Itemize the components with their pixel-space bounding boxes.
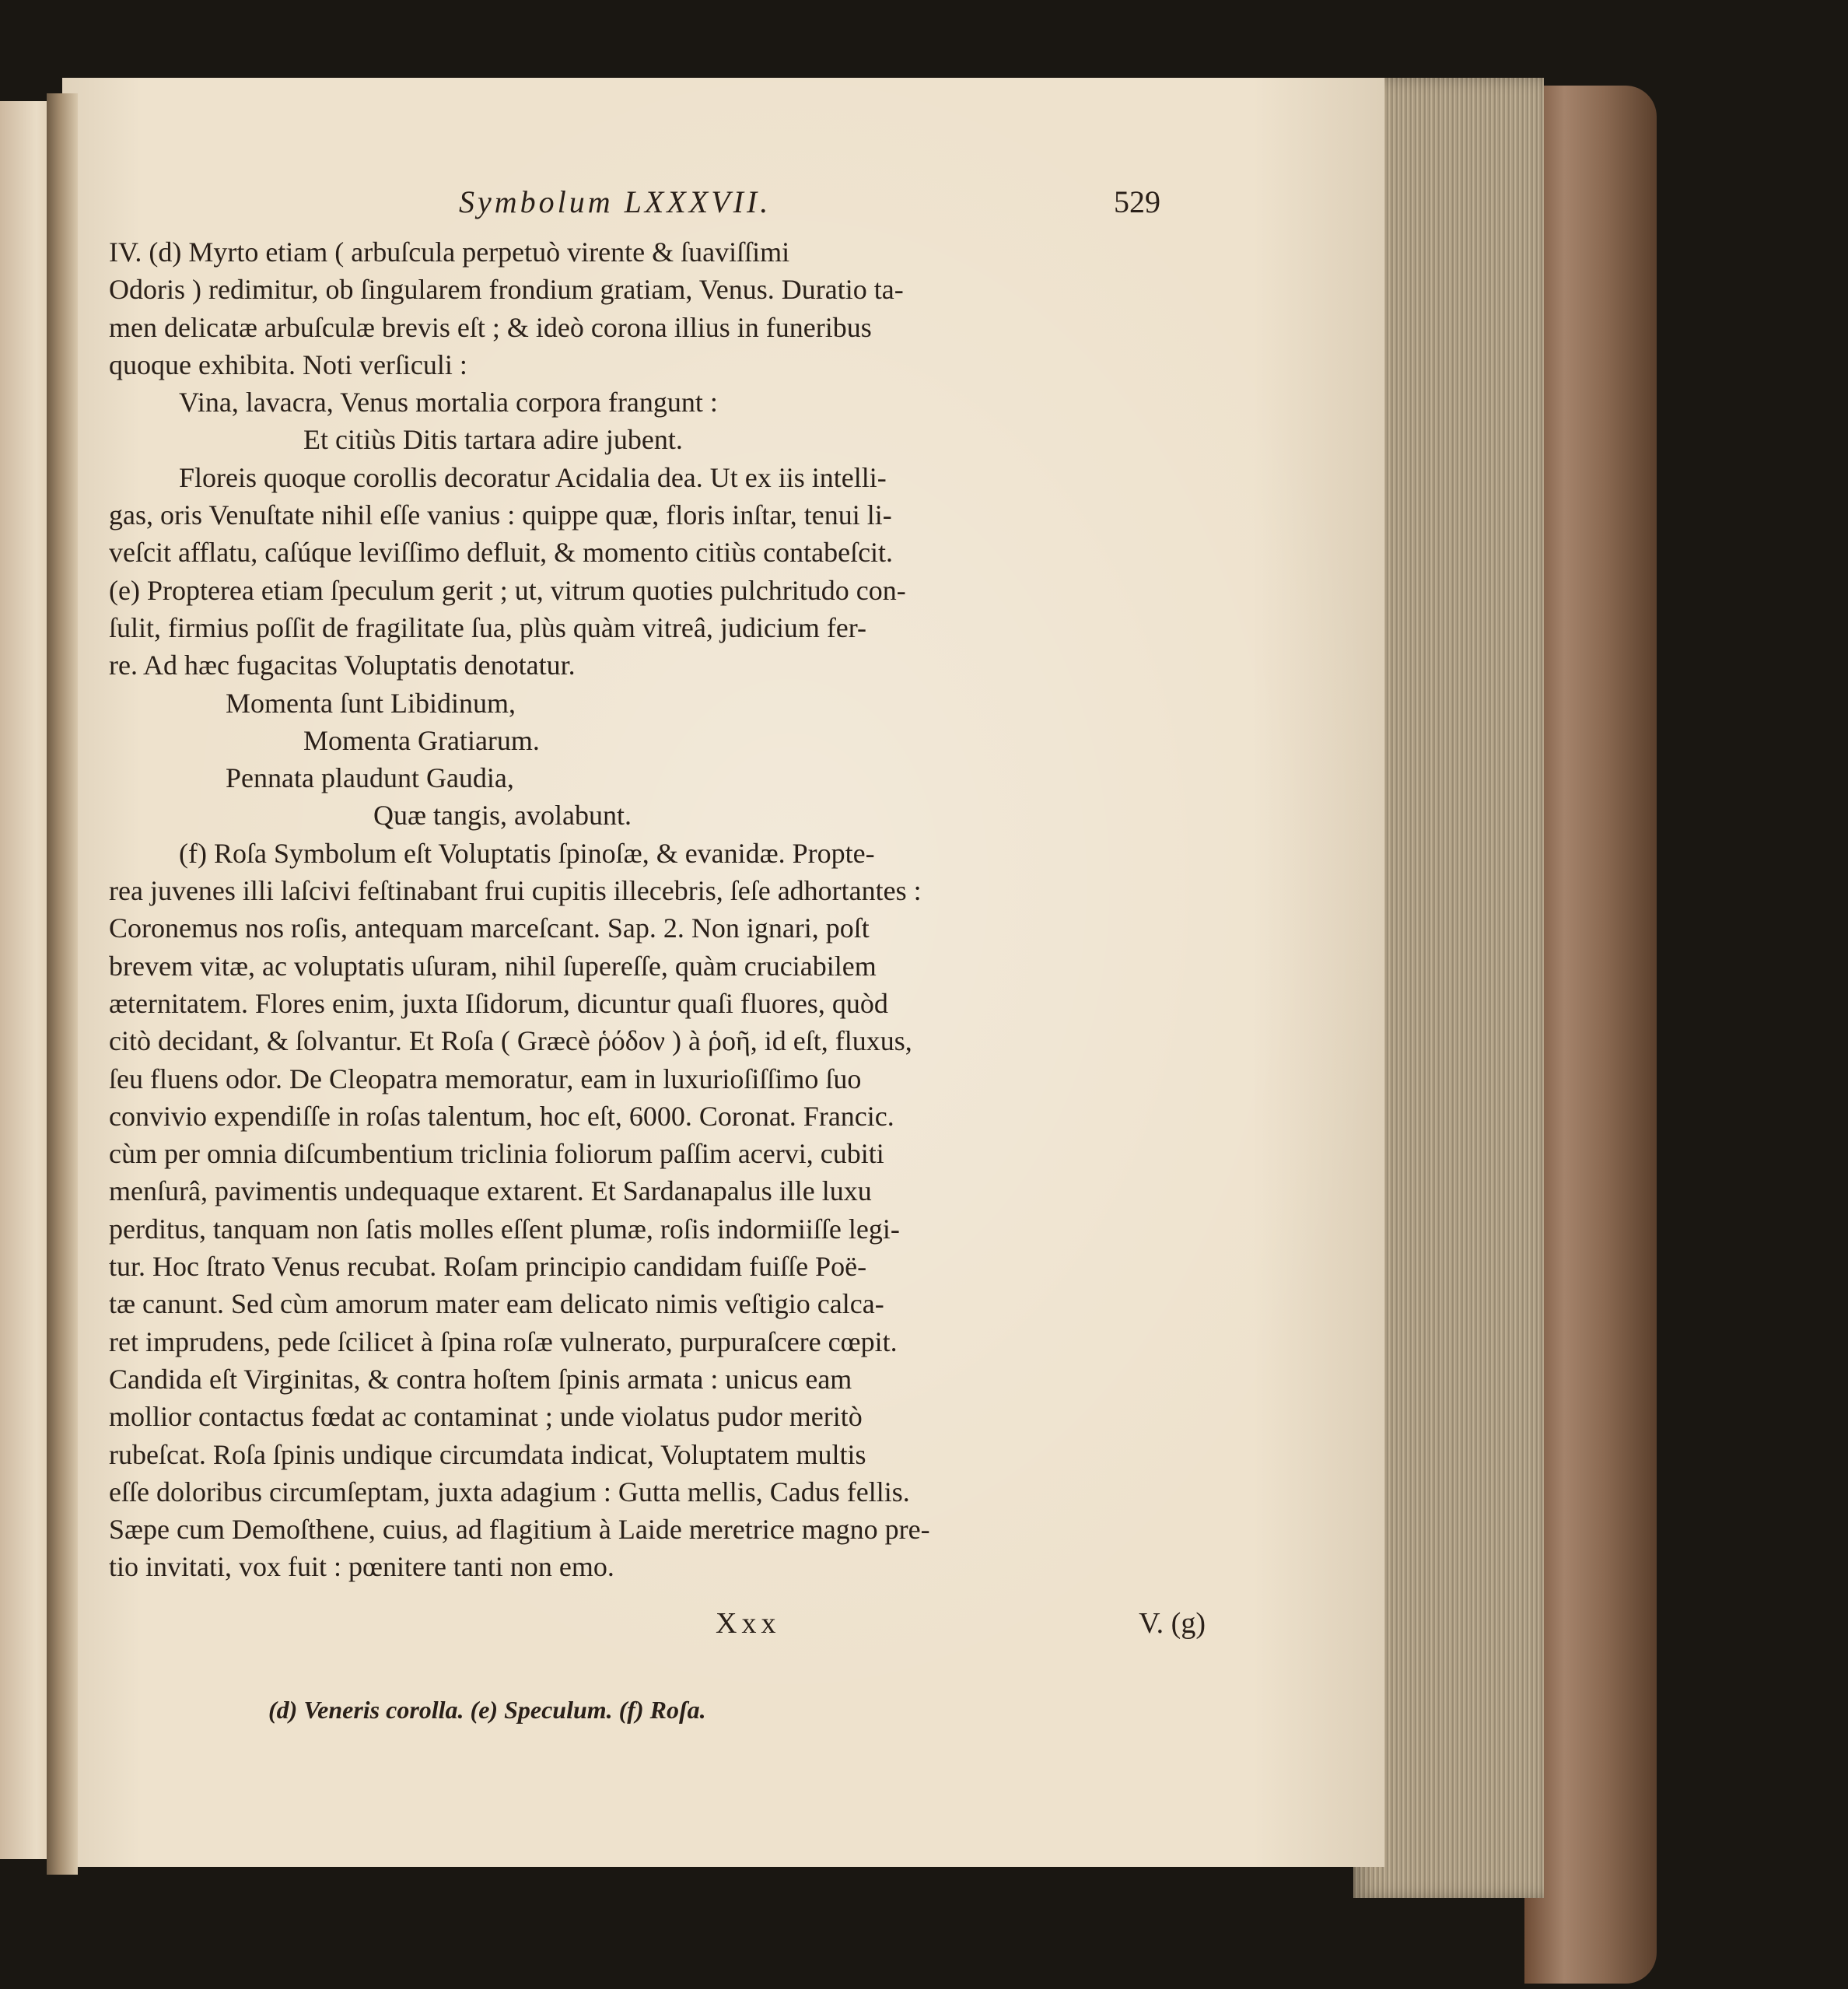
page-number: 529 bbox=[1114, 184, 1160, 219]
text-line: rubeſcat. Roſa ſpinis undique circumdata indicat, Voluptatem multis bbox=[109, 1438, 866, 1470]
text-line: (e) Propterea etiam ſpeculum gerit ; ut, vitrum quoties pulchritudo con- bbox=[109, 574, 906, 606]
text-line: Sæpe cum Demoſthene, cuius, ad flagitium à Laide meretrice magno pre- bbox=[109, 1514, 930, 1546]
text-line: tur. Hoc ſtrato Venus recubat. Roſam principio candidam fuiſſe Poë- bbox=[109, 1251, 867, 1283]
text-line: Pennata plaudunt Gaudia, bbox=[226, 762, 514, 794]
text-line: convivio expendiſſe in roſas talentum, hoc eſt, 6000. Coronat. Francic. bbox=[109, 1100, 894, 1132]
text-line: eſſe doloribus circumſeptam, juxta adagium : Gutta mellis, Cadus fellis. bbox=[109, 1476, 910, 1508]
text-line: Momenta Gratiarum. bbox=[303, 724, 540, 756]
text-line: Et citiùs Ditis tartara adire jubent. bbox=[303, 424, 683, 456]
text-line: gas, oris Venuſtate nihil eſſe vanius : quippe quæ, floris inſtar, tenui li- bbox=[109, 499, 892, 531]
catchword: V. (g) bbox=[1139, 1607, 1206, 1640]
book-cover-edge bbox=[1524, 86, 1657, 1984]
text-line: Quæ tangis, avolabunt. bbox=[373, 800, 632, 832]
text-line: tio invitati, vox fuit : pœnitere tanti non emo. bbox=[109, 1551, 614, 1583]
text-line: (f) Roſa Symbolum eſt Voluptatis ſpinoſæ, & evanidæ. Propte- bbox=[179, 837, 875, 869]
text-line: ſulit, firmius poſſit de fragilitate ſua, plùs quàm vitreâ, judicium fer- bbox=[109, 611, 867, 643]
signature-mark: Xxx bbox=[716, 1607, 781, 1640]
text-line: quoque exhibita. Noti verſiculi : bbox=[109, 348, 467, 380]
text-line: Odoris ) redimitur, ob ſingularem frondium gratiam, Venus. Duratio ta- bbox=[109, 274, 904, 306]
text-line: Coronemus nos roſis, antequam marceſcant. Sap. 2. Non ignari, poſt bbox=[109, 912, 870, 944]
text-line: perditus, tanquam non ſatis molles eſſent plumæ, roſis indormiiſſe legi- bbox=[109, 1213, 900, 1245]
page-foot-row bbox=[109, 1606, 1213, 1645]
text-line: ſeu fluens odor. De Cleopatra memoratur, eam in luxurioſiſſimo ſuo bbox=[109, 1063, 862, 1094]
text-line: Vina, lavacra, Venus mortalia corpora frangunt : bbox=[179, 387, 718, 418]
book-gutter bbox=[47, 93, 78, 1875]
text-line: Momenta ſunt Libidinum, bbox=[226, 687, 516, 719]
text-line: veſcit afflatu, caſúque leviſſimo defluit, & momento citiùs contabeſcit. bbox=[109, 537, 894, 569]
footnotes: (d) Veneris corolla. (e) Speculum. (f) Roſa. bbox=[268, 1696, 706, 1724]
text-line: citò decidant, & ſolvantur. Et Roſa ( Græcè ῥόδον ) à ῥοῆ, id eſt, fluxus, bbox=[109, 1025, 912, 1057]
text-line: cùm per omnia diſcumbentium triclinia foliorum paſſim acervi, cubiti bbox=[109, 1138, 884, 1170]
text-line: tæ canunt. Sed cùm amorum mater eam delicato nimis veſtigio calca- bbox=[109, 1288, 884, 1320]
text-line: ret imprudens, pede ſcilicet à ſpina roſæ vulnerato, purpuraſcere cœpit. bbox=[109, 1325, 898, 1357]
text-line: Floreis quoque corollis decoratur Acidalia dea. Ut ex iis intelli- bbox=[179, 461, 887, 493]
body-text bbox=[109, 233, 1213, 1586]
text-line: æternitatem. Flores enim, juxta Iſidorum, dicuntur quaſi fluores, quòd bbox=[109, 987, 888, 1019]
text-line: men delicatæ arbuſculæ brevis eſt ; & ideò corona illius in funeribus bbox=[109, 311, 872, 343]
text-line: Candida eſt Virginitas, & contra hoſtem ſpinis armata : unicus eam bbox=[109, 1363, 852, 1395]
text-line: mollior contactus fœdat ac contaminat ; unde violatus pudor meritò bbox=[109, 1401, 863, 1433]
text-line: menſurâ, pavimentis undequaque extarent. Et Sardanapalus ille luxu bbox=[109, 1175, 872, 1207]
text-line: rea juvenes illi laſcivi feſtinabant frui cupitis illecebris, ſeſe adhortantes : bbox=[109, 875, 922, 907]
running-head-title: Symbolum LXXXVII. bbox=[459, 184, 772, 219]
text-line: re. Ad hæc fugacitas Voluptatis denotatur. bbox=[109, 650, 576, 681]
text-line: IV. (d) Myrto etiam ( arbuſcula perpetuò virente & ſuaviſſimi bbox=[109, 236, 790, 268]
text-line: brevem vitæ, ac voluptatis uſuram, nihil ſupereſſe, quàm cruciabilem bbox=[109, 950, 877, 982]
